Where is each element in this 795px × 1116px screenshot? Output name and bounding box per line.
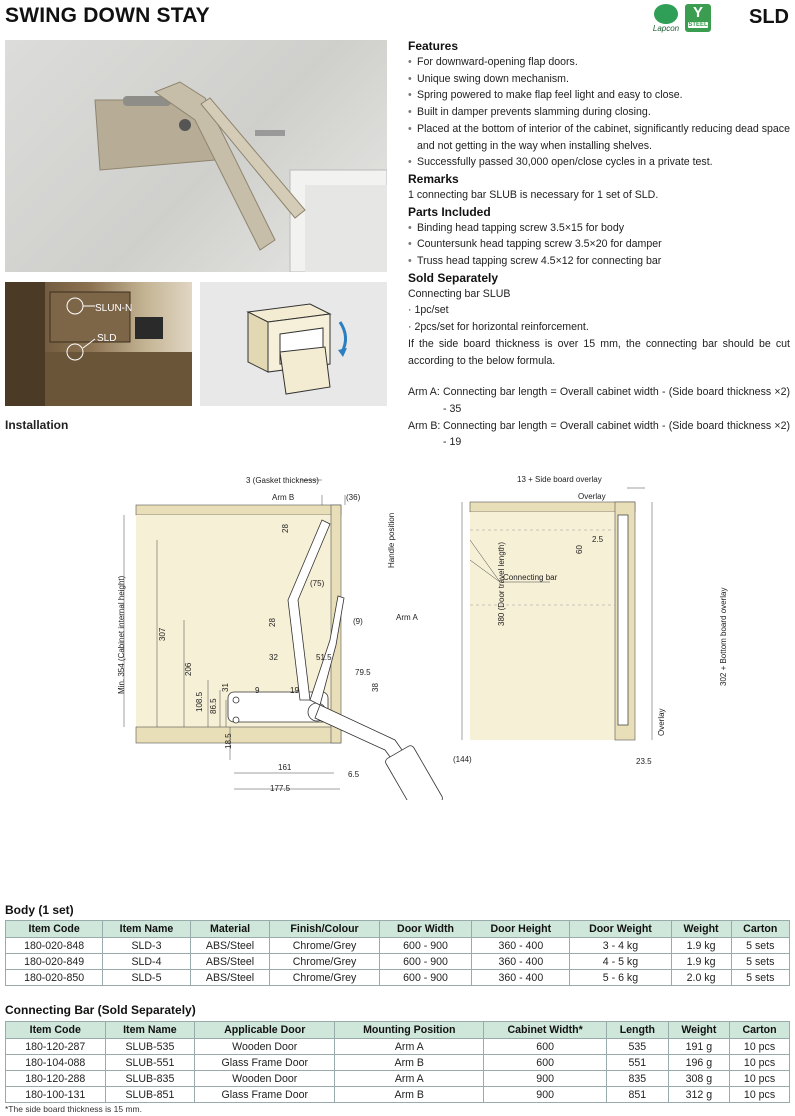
- sold-line: · 2pcs/set for horizontal reinforcement.: [408, 321, 589, 334]
- table-cell: Arm B: [335, 1055, 484, 1071]
- feature-item: • Built in damper prevents slamming during closing.: [408, 104, 790, 121]
- dim-161: 161: [278, 763, 292, 772]
- table-cell: Wooden Door: [195, 1039, 335, 1055]
- table-cell: 180-020-850: [6, 970, 103, 986]
- table-header: Weight: [671, 921, 731, 938]
- sold-line: · 1pc/set: [408, 304, 449, 317]
- table-cell: ABS/Steel: [190, 938, 270, 954]
- body-table-title: Body (1 set): [5, 903, 74, 917]
- kitchen-photo: [5, 282, 192, 406]
- min-cabinet-height-label: Min. 354 (Cabinet internal height): [117, 575, 126, 694]
- steel-y-icon: Y: [692, 4, 703, 21]
- dim-23-5: 23.5: [636, 757, 652, 766]
- table-cell: 180-120-288: [6, 1071, 106, 1087]
- overlay-top-label: Overlay: [578, 492, 606, 501]
- installation-diagram: [0, 470, 795, 800]
- handle-position-label: Handle position: [387, 512, 396, 568]
- table-cell: 1.9 kg: [671, 938, 731, 954]
- table-header: Length: [607, 1022, 669, 1039]
- table-cell: 308 g: [668, 1071, 729, 1087]
- arm-a-formula-label: Arm A:: [408, 386, 440, 399]
- table-cell: SLD-4: [103, 954, 191, 970]
- sld-label: SLD: [97, 333, 117, 344]
- table-row: [6, 1039, 790, 1055]
- table-cell: 900: [484, 1071, 607, 1087]
- table-header-row: [6, 1022, 790, 1039]
- side-overlay-label: 13 + Side board overlay: [517, 475, 602, 484]
- table-cell: 10 pcs: [730, 1071, 790, 1087]
- table-cell: SLUB-551: [105, 1055, 195, 1071]
- steel-logo: [685, 4, 711, 32]
- table-cell: 835: [607, 1071, 669, 1087]
- dim-79-5: 79.5: [355, 668, 371, 677]
- arm-a-formula: [408, 384, 790, 417]
- product-photo: [5, 40, 387, 272]
- table-cell: Chrome/Grey: [270, 938, 379, 954]
- dim-60: 60: [575, 545, 584, 554]
- table-cell: 5 sets: [731, 938, 790, 954]
- arm-a-diagram-label: Arm A: [396, 613, 418, 622]
- parts-item: • Truss head tapping screw 4.5×12 for connecting bar: [408, 253, 790, 270]
- dim-2-5: 2.5: [592, 535, 604, 544]
- dim-32: 32: [269, 653, 278, 662]
- feature-item: • Placed at the bottom of interior of the cabinet, significantly reducing dead space and not getting in the way when installing shelves.: [408, 121, 790, 154]
- table-cell: Glass Frame Door: [195, 1087, 335, 1103]
- arm-b-formula: [408, 418, 790, 451]
- table-header: Item Code: [6, 1022, 106, 1039]
- dim-18-5: 18.5: [224, 733, 233, 749]
- table-cell: 535: [607, 1039, 669, 1055]
- dim-206: 206: [184, 662, 193, 676]
- parts-heading: Parts Included: [408, 204, 491, 219]
- dim-36: (36): [346, 493, 361, 502]
- arm-b-formula-label: Arm B:: [408, 419, 441, 432]
- installation-diagram-drawing: [0, 470, 795, 800]
- remarks-text: 1 connecting bar SLUB is necessary for 1 set of SLD.: [408, 188, 659, 201]
- dim-108-5: 108.5: [195, 691, 204, 712]
- table-row: [6, 1055, 790, 1071]
- table-cell: 312 g: [668, 1087, 729, 1103]
- table-cell: 360 - 400: [472, 954, 570, 970]
- table-header: Carton: [731, 921, 790, 938]
- lapcon-logo: [646, 4, 686, 36]
- table-cell: 360 - 400: [472, 938, 570, 954]
- table-row: [6, 954, 790, 970]
- table-cell: 180-020-849: [6, 954, 103, 970]
- dim-9: (9): [353, 617, 363, 626]
- table-cell: 600 - 900: [379, 970, 472, 986]
- table-row: [6, 970, 790, 986]
- table-header: Item Name: [105, 1022, 195, 1039]
- connecting-bar-table: [5, 1021, 790, 1103]
- page-title: SWING DOWN STAY: [5, 4, 210, 27]
- arm-a-formula-text: Connecting bar length = Overall cabinet width - (Side board thickness ×2) - 35: [443, 386, 790, 415]
- overlay-side-label: Overlay: [657, 708, 666, 736]
- installation-label: Installation: [5, 418, 69, 432]
- table-cell: Wooden Door: [195, 1071, 335, 1087]
- cabinet-illustration: [200, 282, 387, 406]
- table-cell: 5 sets: [731, 954, 790, 970]
- table-cell: 551: [607, 1055, 669, 1071]
- arm-b-label: Arm B: [272, 493, 295, 502]
- table-cell: ABS/Steel: [190, 970, 270, 986]
- dim-144: (144): [453, 755, 472, 764]
- table-cell: SLD-5: [103, 970, 191, 986]
- product-code: SLD: [749, 6, 789, 28]
- parts-item: • Binding head tapping screw 3.5×15 for body: [408, 220, 790, 237]
- table-header: Item Code: [6, 921, 103, 938]
- table-cell: 600: [484, 1039, 607, 1055]
- table-cell: Chrome/Grey: [270, 970, 379, 986]
- dim-307: 307: [158, 627, 167, 641]
- feature-item: • Successfully passed 30,000 open/close cycles in a private test.: [408, 154, 790, 171]
- table-cell: SLUB-535: [105, 1039, 195, 1055]
- table-header: Door Width: [379, 921, 472, 938]
- table-cell: 10 pcs: [730, 1055, 790, 1071]
- table-cell: 180-020-848: [6, 938, 103, 954]
- table-cell: 600 - 900: [379, 938, 472, 954]
- door-travel-label: 380 (Door travel length): [497, 541, 506, 626]
- table-row: [6, 1087, 790, 1103]
- table-header: Material: [190, 921, 270, 938]
- dim-9-lower: 9: [255, 686, 260, 695]
- description-column: [408, 38, 790, 451]
- table-cell: 10 pcs: [730, 1039, 790, 1055]
- dim-38: 38: [371, 683, 380, 692]
- table-cell: 2.0 kg: [671, 970, 731, 986]
- dim-28-mid: 28: [268, 618, 277, 627]
- dim-51-5: 51.5: [316, 653, 332, 662]
- table-cell: 180-100-131: [6, 1087, 106, 1103]
- table-header-row: [6, 921, 790, 938]
- sold-line: If the side board thickness is over 15 mm, the connecting bar should be cut according to the below formula.: [408, 337, 790, 367]
- lapcon-mark-icon: [654, 4, 678, 24]
- table-header: Item Name: [103, 921, 191, 938]
- arm-b-formula-text: Connecting bar length = Overall cabinet width - (Side board thickness ×2) - 19: [443, 419, 790, 449]
- table-cell: 180-104-088: [6, 1055, 106, 1071]
- table-cell: 196 g: [668, 1055, 729, 1071]
- table-cell: 3 - 4 kg: [570, 938, 671, 954]
- bar-table-title: Connecting Bar (Sold Separately): [5, 1003, 196, 1017]
- bottom-overlay-label: 302 + Bottom board overlay: [719, 587, 728, 686]
- table-cell: SLUB-851: [105, 1087, 195, 1103]
- dim-75: (75): [310, 579, 325, 588]
- footnote: *The side board thickness is 15 mm.: [5, 1104, 143, 1114]
- table-cell: 191 g: [668, 1039, 729, 1055]
- table-cell: SLD-3: [103, 938, 191, 954]
- dim-177-5: 177.5: [270, 784, 291, 793]
- parts-item: • Countersunk head tapping screw 3.5×20 for damper: [408, 236, 790, 253]
- table-header: Finish/Colour: [270, 921, 379, 938]
- table-cell: ABS/Steel: [190, 954, 270, 970]
- table-cell: 1.9 kg: [671, 954, 731, 970]
- table-cell: 5 - 6 kg: [570, 970, 671, 986]
- table-header: Weight: [668, 1022, 729, 1039]
- gasket-label: 3 (Gasket thickness): [246, 476, 319, 485]
- table-cell: 10 pcs: [730, 1087, 790, 1103]
- table-cell: Chrome/Grey: [270, 954, 379, 970]
- product-photo-illustration: [5, 40, 387, 272]
- table-cell: Glass Frame Door: [195, 1055, 335, 1071]
- slun-label: SLUN-N: [95, 303, 133, 314]
- table-cell: SLUB-835: [105, 1071, 195, 1087]
- kitchen-photo-illustration: [5, 282, 192, 406]
- table-cell: Arm A: [335, 1071, 484, 1087]
- steel-logo-text: STEEL: [688, 22, 708, 28]
- table-header: Door Weight: [570, 921, 671, 938]
- table-cell: Arm B: [335, 1087, 484, 1103]
- table-header: Carton: [730, 1022, 790, 1039]
- feature-item: • Unique swing down mechanism.: [408, 71, 790, 88]
- feature-item: • Spring powered to make flap feel light and easy to close.: [408, 87, 790, 104]
- dim-28-top: 28: [281, 524, 290, 533]
- table-cell: Arm A: [335, 1039, 484, 1055]
- table-cell: 600 - 900: [379, 954, 472, 970]
- remarks-heading: Remarks: [408, 171, 459, 186]
- connecting-bar-label: Connecting bar: [503, 573, 558, 582]
- table-cell: 180-120-287: [6, 1039, 106, 1055]
- table-header: Cabinet Width*: [484, 1022, 607, 1039]
- dim-19: 19: [290, 686, 299, 695]
- table-header: Mounting Position: [335, 1022, 484, 1039]
- sold-separately-heading: Sold Separately: [408, 270, 499, 285]
- lapcon-logo-text: Lapcon: [652, 24, 680, 33]
- feature-item: • For downward-opening flap doors.: [408, 54, 790, 71]
- table-row: [6, 938, 790, 954]
- sold-line: Connecting bar SLUB: [408, 287, 511, 300]
- table-cell: 900: [484, 1087, 607, 1103]
- table-cell: 5 sets: [731, 970, 790, 986]
- table-cell: 851: [607, 1087, 669, 1103]
- table-cell: 600: [484, 1055, 607, 1071]
- dim-86-5: 86.5: [209, 698, 218, 714]
- table-header: Door Height: [472, 921, 570, 938]
- cabinet-illustration-drawing: [200, 282, 387, 406]
- dim-31: 31: [221, 683, 230, 692]
- table-header: Applicable Door: [195, 1022, 335, 1039]
- table-cell: 360 - 400: [472, 970, 570, 986]
- features-heading: Features: [408, 39, 459, 53]
- body-table: [5, 920, 790, 986]
- dim-6-5: 6.5: [348, 770, 360, 779]
- table-row: [6, 1071, 790, 1087]
- table-cell: 4 - 5 kg: [570, 954, 671, 970]
